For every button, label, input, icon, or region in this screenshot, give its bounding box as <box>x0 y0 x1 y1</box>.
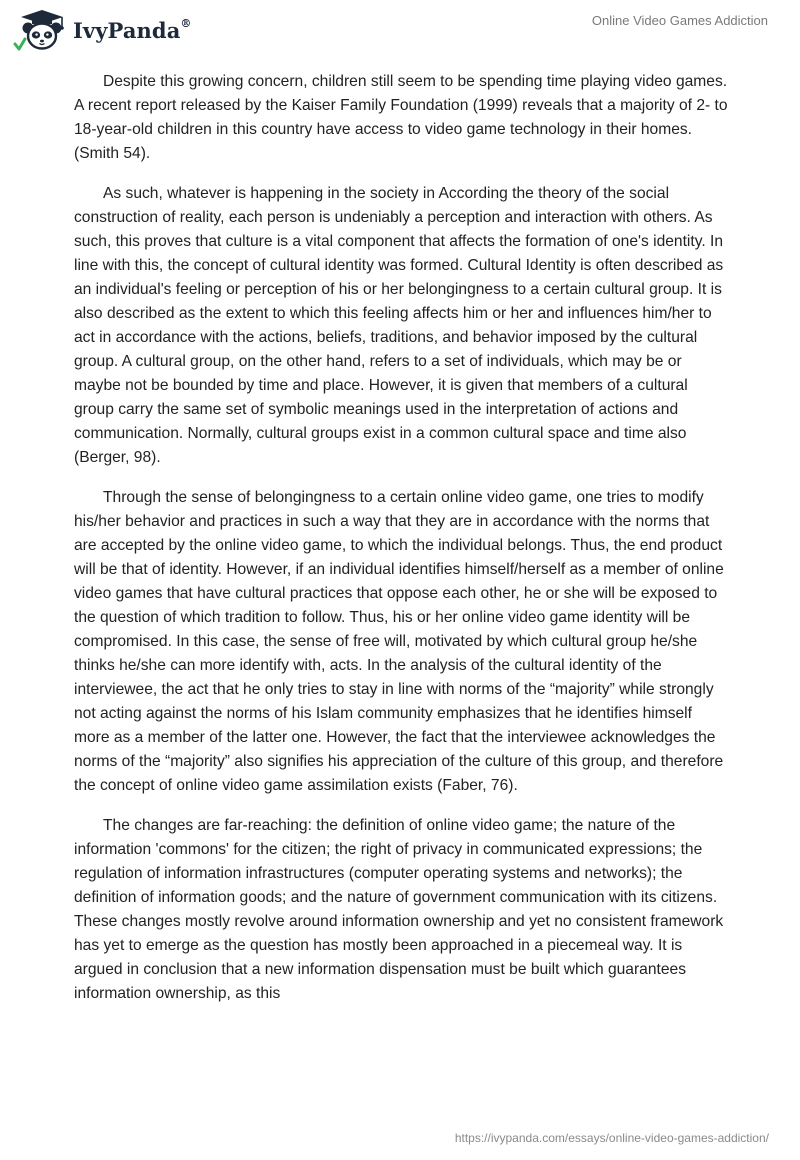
document-title: Online Video Games Addiction <box>591 13 768 28</box>
paragraph: Despite this growing concern, children still seem to be spending time playing video games. A recent report released by the Kaiser Family Foundation (1999) reveals that a majority of 2- to 18-year-old children in this country have access to video game technology in their homes. (Smith 54). <box>74 73 728 162</box>
paragraph: As such, whatever is happening in the society in According the theory of the social construction of reality, each person is undeniably a perception and interaction with others. As such, this proves that culture is a vital component that affects the formation of one's identity. In line with this, the concept of cultural identity was formed. Cultural Identity is often described as an individual's feeling or perception of his or her belongingness to a certain cultural group. It is also described as the extent to which this feeling affects him or her and influences him/her to act in accordance with the actions, beliefs, traditions, and behavior imposed by the cultural group. A cultural group, on the other hand, refers to a set of individuals, which may be or maybe not be bounded by time and place. However, it is given that members of a cultural group carry the same set of symbolic meanings used in the interpretation of actions and communication. Normally, cultural groups exist in a common cultural space and time also (Berger, 98). <box>74 185 724 466</box>
paragraph: Through the sense of belongingness to a certain online video game, one tries to modify his/her behavior and practices in such a way that they are in accordance with the norms that are accepted by the online video game, to which the individual belongs. Thus, the end product will be that of identity. However, if an individual identifies himself/herself as a member of online video games that have cultural practices that oppose each other, he or she will be exposed to the question of which tradition to follow. Thus, his or her online video game identity will be compromised. In this case, the sense of free will, motivated by which cultural group he/she thinks he/she can more identify with, acts. In the analysis of the cultural identity of the interviewee, the act that he only tries to stay in line with norms of the “majority” while strongly not acting against the norms of his Islam community emphasizes that he identifies himself more as a member of the latter one. However, the fact that the interviewee acknowledges the norms of the “majority” also signifies his appreciation of the culture of this group, and therefore the concept of online video game assimilation exists (Faber, 76). <box>74 489 724 794</box>
source-url[interactable]: https://ivypanda.com/essays/online-video-games-addiction/ <box>454 1131 769 1145</box>
ivypanda-logo[interactable] <box>13 8 192 52</box>
panda-graduation-icon <box>13 8 71 52</box>
registered-mark: ® <box>180 16 192 30</box>
brand-name-text: IvyPanda <box>73 17 181 43</box>
page-header <box>0 0 800 60</box>
brand-name <box>73 18 192 43</box>
essay-body <box>74 70 730 1022</box>
paragraph: The changes are far-reaching: the definition of online video game; the nature of the information 'commons' for the citizen; the right of privacy in communicated expressions; the regulation of information infrastructures (computer operating systems and networks); the definition of information goods; and the nature of government communication with its citizens. These changes mostly revolve around information ownership and yet no consistent framework has yet to emerge as the question has mostly been approached in a piecemeal way. It is argued in conclusion that a new information dispensation must be built which guarantees information ownership, as this <box>74 817 724 1002</box>
